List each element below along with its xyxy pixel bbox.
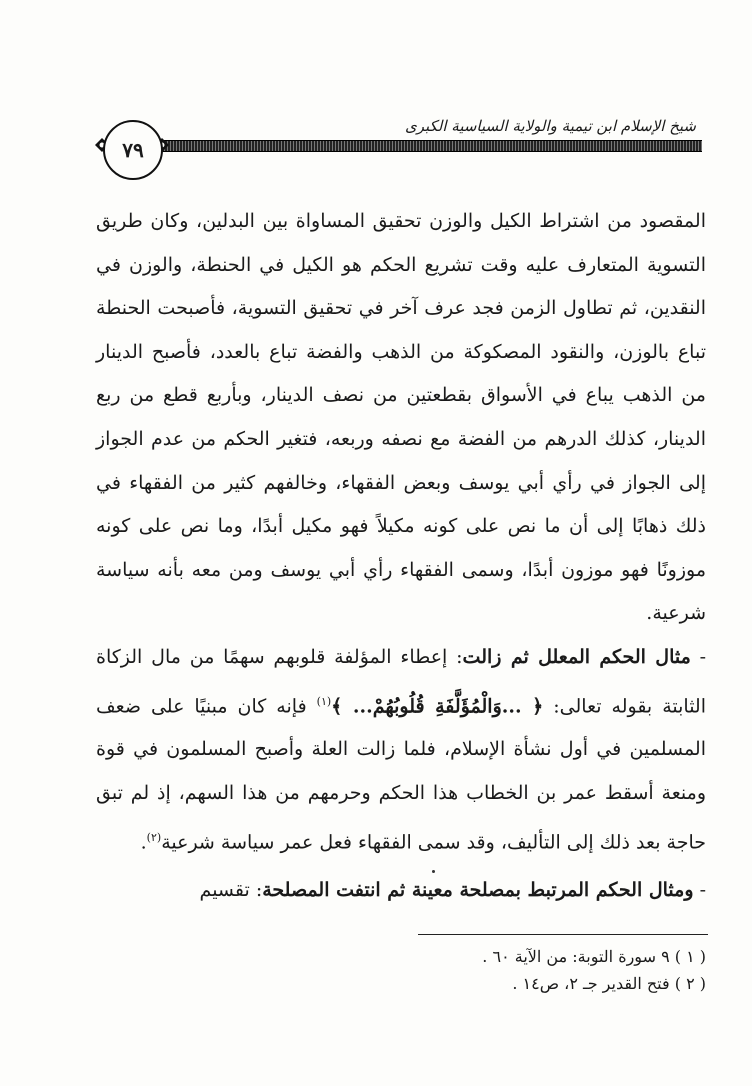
item-heading: ومثال الحكم المرتبط بمصلحة معينة ثم انتفت المصلحة (262, 878, 694, 901)
footnote-separator (418, 934, 708, 935)
print-speck (432, 870, 435, 873)
item-heading: مثال الحكم المعلل ثم زالت (462, 645, 691, 668)
item-dash: - (699, 878, 706, 901)
paragraph: المقصود من اشتراط الكيل والوزن تحقيق المساواة بين البدلين، وكان طريق التسوية المتعارف عليه وقت تشريع الحكم هو الكيل في الحنطة، والوزن في النقدين، ثم تطاول الزمن فجد عرف آخر في تحقيق التسوية، فأصبحت الحنطة تباع بالوزن، والنقود المصكوكة من الذهب والفضة تباع بالعدد، فأصبح الدينار من الذهب يباع في الأسواق بقطعتين من نصف الدينار، وبأربع قطع من ربع الدينار، كذلك الدرهم من الفضة مع نصفه وربعه، فتغير الحكم من عدم الجواز إلى الجواز في رأي أبي يوسف وبعض الفقهاء، وخالفهم كثير من الفقهاء في ذلك ذهابًا إلى أن ما نص على كونه مكيلاً فهو مكيل أبدًا، وما نص على كونه موزونًا فهو موزون أبدًا، وسمى الفقهاء رأي أبي يوسف ومن معه بأنه سياسة شرعية. (96, 210, 706, 625)
body-text (96, 200, 706, 912)
item-text: فإنه كان مبنيًا على ضعف المسلمين في أول نشأة الإسلام، فلما زالت العلة وأصبح المسلمون في قوة ومنعة أسقط عمر بن الخطاب هذا الحكم وحرمهم من هذا السهم، إذ لم تبق حاجة بعد ذلك إلى التأليف، وقد سمى الفقهاء فعل عمر سياسة شرعية (96, 694, 706, 853)
page-number-text: ٧٩ (122, 138, 144, 162)
footnote: ( ١ ) ٩ سورة التوبة: من الآية ٦٠ . (482, 947, 706, 966)
page-number (103, 120, 163, 180)
footnote: ( ٢ ) فتح القدير جـ ٢، ص١٤ . (512, 974, 706, 993)
item-text: : إعطاء المؤلفة قلوبهم سهمًا من مال الزكاة الثابتة بقوله تعالى: (96, 645, 706, 717)
footnote-ref: (١) (316, 694, 332, 708)
list-item (96, 636, 706, 865)
footnote-ref: (٢) (146, 830, 162, 844)
footnotes (482, 943, 706, 997)
quran-quote: ﴿ ...وَالْمُؤَلَّفَةِ قُلُوبُهُمْ... ﴾ (331, 694, 544, 717)
item-text-end: . (140, 830, 147, 853)
header-rule (150, 140, 702, 152)
list-item (96, 869, 706, 913)
item-text: : تقسيم (199, 878, 263, 901)
running-title: شيخ الإسلام ابن تيمية والولاية السياسية الكبرى (404, 117, 696, 135)
item-dash: - (699, 645, 707, 668)
